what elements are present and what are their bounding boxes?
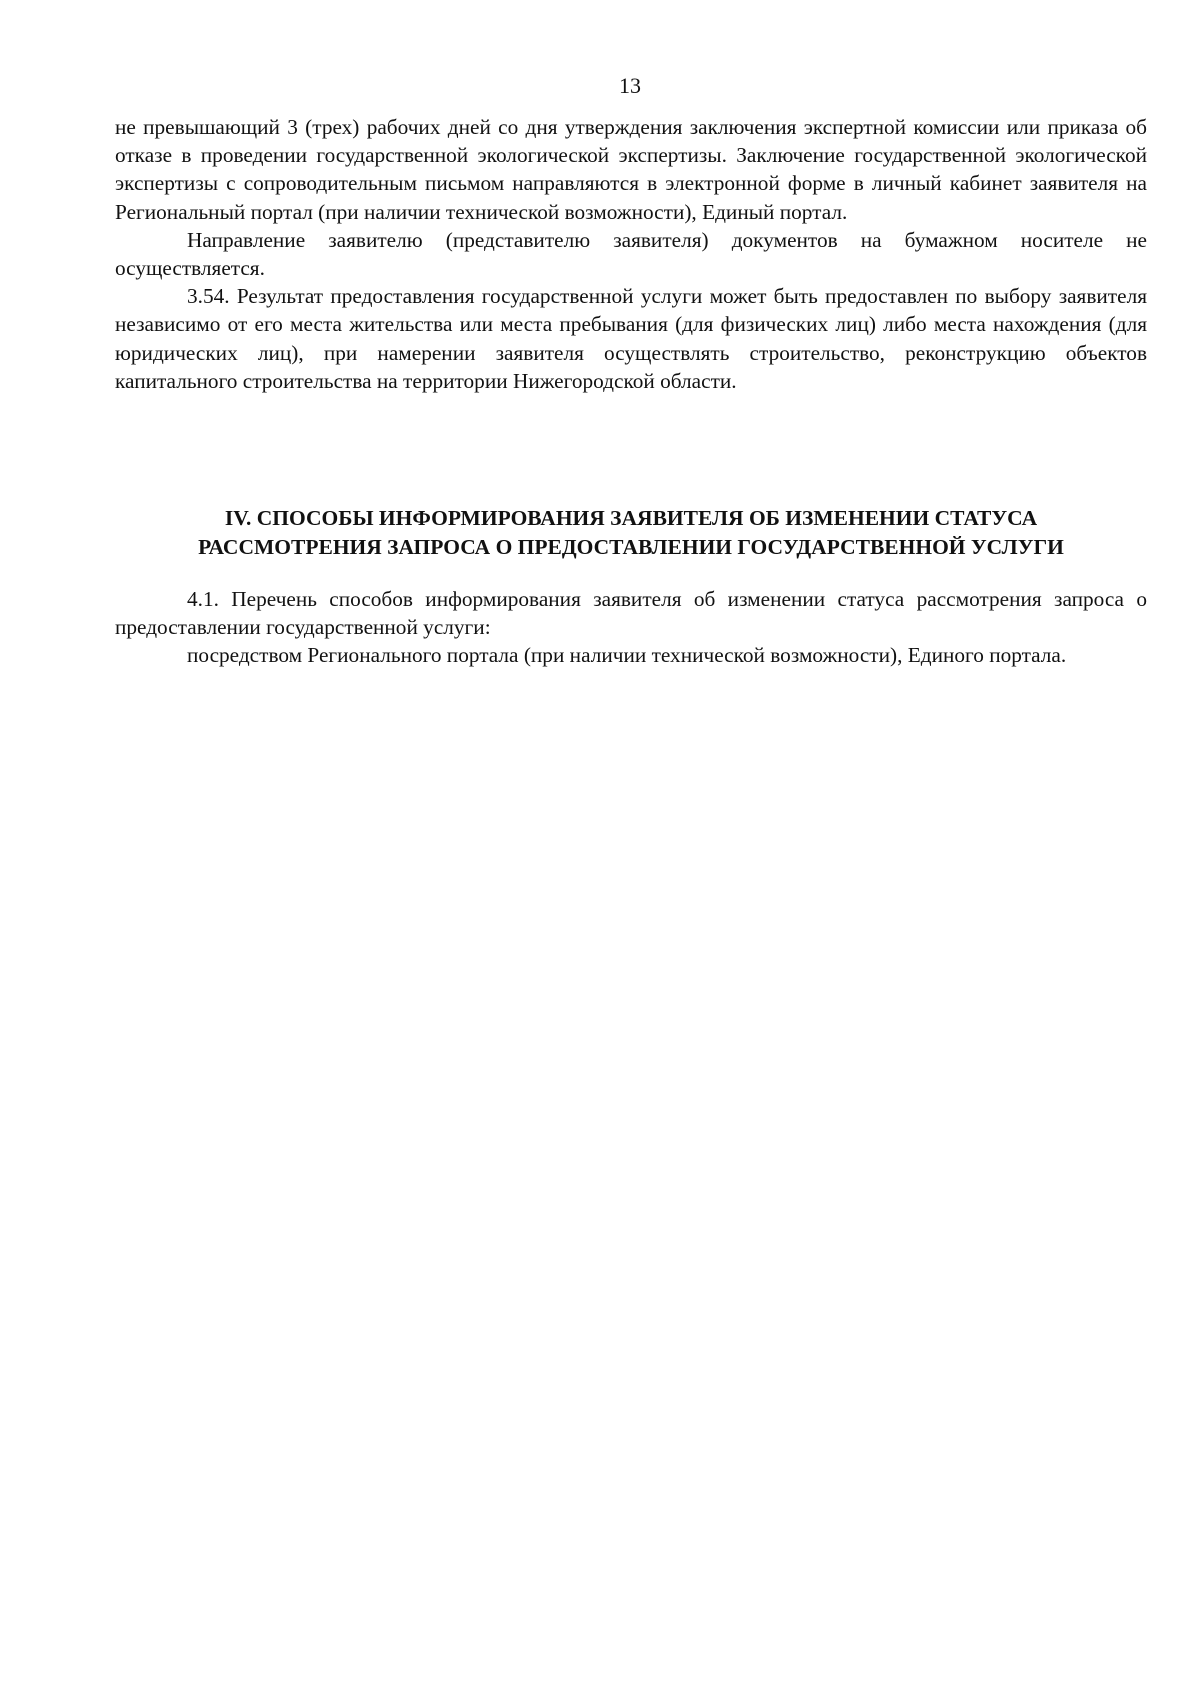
section-heading-line-2: РАССМОТРЕНИЯ ЗАПРОСА О ПРЕДОСТАВЛЕНИИ ГОСУДАРСТВЕННОЙ УСЛУГИ: [198, 534, 1064, 559]
section-heading: [115, 504, 1147, 561]
body-text: [115, 113, 1147, 395]
section-heading-line-1: IV. СПОСОБЫ ИНФОРМИРОВАНИЯ ЗАЯВИТЕЛЯ ОБ ИЗМЕНЕНИИ СТАТУСА: [224, 506, 1038, 530]
page-number: 13: [619, 73, 641, 98]
paragraph-paper-delivery: Направление заявителю (представителю заявителя) документов на бумажном носителе не осуществляется.: [115, 227, 1147, 281]
section-text: [115, 585, 1147, 670]
paragraph-portal-methods: посредством Регионального портала (при наличии технической возможности), Единого портала.: [187, 643, 1067, 668]
paragraph-continuation: не превышающий 3 (трех) рабочих дней со дня утверждения заключения экспертной комиссии или приказа об отказе в проведении государственной экологической экспертизы. Заключение государственной экологической экспертизы с сопроводительным письмом направляются в электронной форме в личный кабинет заявителя на Региональный портал (при наличии технической возможности), Единый портал.: [115, 115, 1147, 224]
paragraph-4-1: 4.1. Перечень способов информирования заявителя об изменении статуса рассмотрения запроса о предоставлении государственной услуги:: [115, 587, 1147, 640]
paragraph-3-54: 3.54. Результат предоставления государственной услуги может быть предоставлен по выбору заявителя независимо от его места жительства или места пребывания (для физических лиц) либо места нахождения (для юридических лиц), при намерении заявителя осуществлять строительство, реконструкцию объектов капитального строительства на территории Нижегородской области.: [115, 284, 1147, 393]
